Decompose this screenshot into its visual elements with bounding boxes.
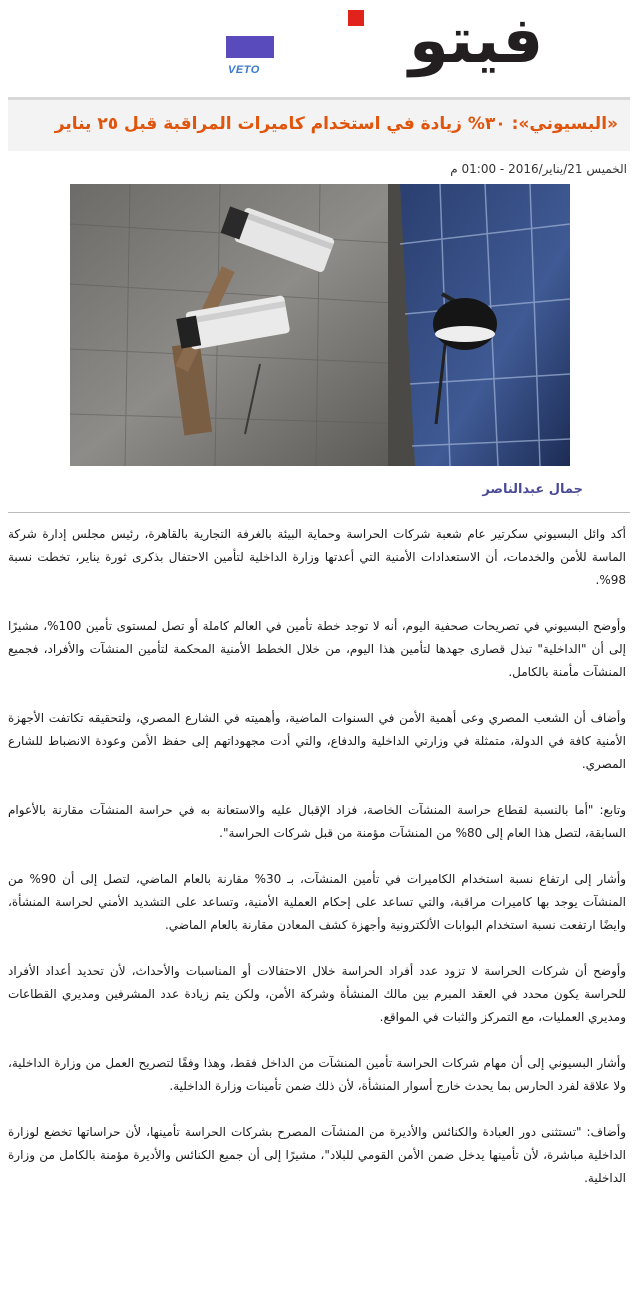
article-paragraph: وأشار البسيوني إلى أن مهام شركات الحراسة تأمين المنشآت من الداخل فقط، وهذا وفقًا لتصريح العمل من وزارة الداخلية، ولا علاقة لفرد الحارس بما يحدث خارج أسوار المنشأة، لأن ذلك ضمن تأمينات وزارة الداخلية. (8, 1056, 626, 1093)
article-body (8, 523, 626, 1213)
logo-red-mark (348, 10, 364, 26)
article-paragraph: أكد وائل البسيوني سكرتير عام شعبة شركات الحراسة وحماية البيئة بالغرفة التجارية بالقاهرة، رئيس مجلس إدارة شركة الماسة للأمن والخدمات، أن الاستعدادات الأمنية التي أعدتها وزارة الداخلية لتأمين الاحتفال بذكرى ثورة يناير، تخطت نسبة 98%. (8, 527, 626, 587)
article-paragraph: وأوضح أن شركات الحراسة لا تزود عدد أفراد الحراسة خلال الاحتفالات أو المناسبات والأحداث، لأن تحديد أعداد الأفراد للحراسة يكون محدد في العقد المبرم بين مالك المنشأة وشركة الأمن، ولكن يتم زيادة عدد المشرفين ومديري القطاعات ومديري العمليات، مع التمركز والثبات في المواقع. (8, 964, 626, 1024)
article-paragraph: وتابع: "أما بالنسبة لقطاع حراسة المنشآت الخاصة، فزاد الإقبال عليه والاستعانة به في حراسة المنشآت مقارنة بالأعوام السابقة، لتصل هذا العام إلى 80% من المنشآت مؤمنة من قبل شركات الحراسة". (8, 803, 626, 840)
article-headline: «البسيوني»: ٣٠% زيادة في استخدام كاميرات المراقبة قبل ٢٥ يناير (54, 114, 618, 134)
article-paragraph: وأضاف: "تستثنى دور العبادة والكنائس والأديرة من المنشآت المصرح بشركات الحراسة تأمينها، لأن حراساتها تخضع لوزارة الداخلية مباشرة، لأن تأمينها يدخل ضمن الأمن القومي للبلاد"، مشيرًا إلى أن جميع الكنائس والأديرة مؤمنة بالكامل من وزارة الداخلية. (8, 1125, 626, 1185)
logo-wordmark: فيتو (409, 4, 544, 78)
article-paragraph: وأضاف أن الشعب المصري وعى أهمية الأمن في السنوات الماضية، وأهميته في الشارع المصري، ولتحقيقه تكاتفت الأجهزة الأمنية كافة في الدولة، متمثلة في وزارتي الداخلية والدفاع، والتي أدت مجهوداتهم إلى حفظ الأمن وعودة الانضباط للشارع المصري. (8, 711, 626, 771)
article-paragraph: وأشار إلى ارتفاع نسبة استخدام الكاميرات في تأمين المنشآت، بـ 30% مقارنة بالعام الماضي، لتصل إلى أن 90% من المنشآت يوجد بها كاميرات مراقبة، والتي تساعد على إحكام العملية الأمنية، وتساعد على التشديد الأمني لحراسة المنشأة، وايضًا ارتفعت نسبة استخدام البوابات الألكترونية وأجهزة كشف المعادن مقارنة بالعام الماضي. (8, 872, 626, 932)
divider (8, 512, 630, 513)
article-photo[interactable] (70, 184, 570, 466)
logo-blue-bar (226, 36, 274, 58)
article-paragraph: وأوضح البسيوني في تصريحات صحفية اليوم، أنه لا توجد خطة تأمين في العالم كاملة أو تصل لمستوى تأمين 100%، مشيرًا إلى أن "الداخلية" تبذل قصارى جهدها لتأمين هذا اليوم، من خلال الخطط الأمنية المحكمة لتأمين المنشآت والأفراد، فجميع المنشآت مأمنة بالكامل. (8, 619, 626, 679)
publish-date: الخميس 21/يناير/2016 - 01:00 م (450, 162, 627, 176)
logo-latin: VETO (228, 64, 260, 76)
photo-credit: جمال عبدالناصر (482, 482, 583, 497)
headline-bar (8, 97, 630, 151)
cctv-cameras-image (70, 184, 570, 466)
